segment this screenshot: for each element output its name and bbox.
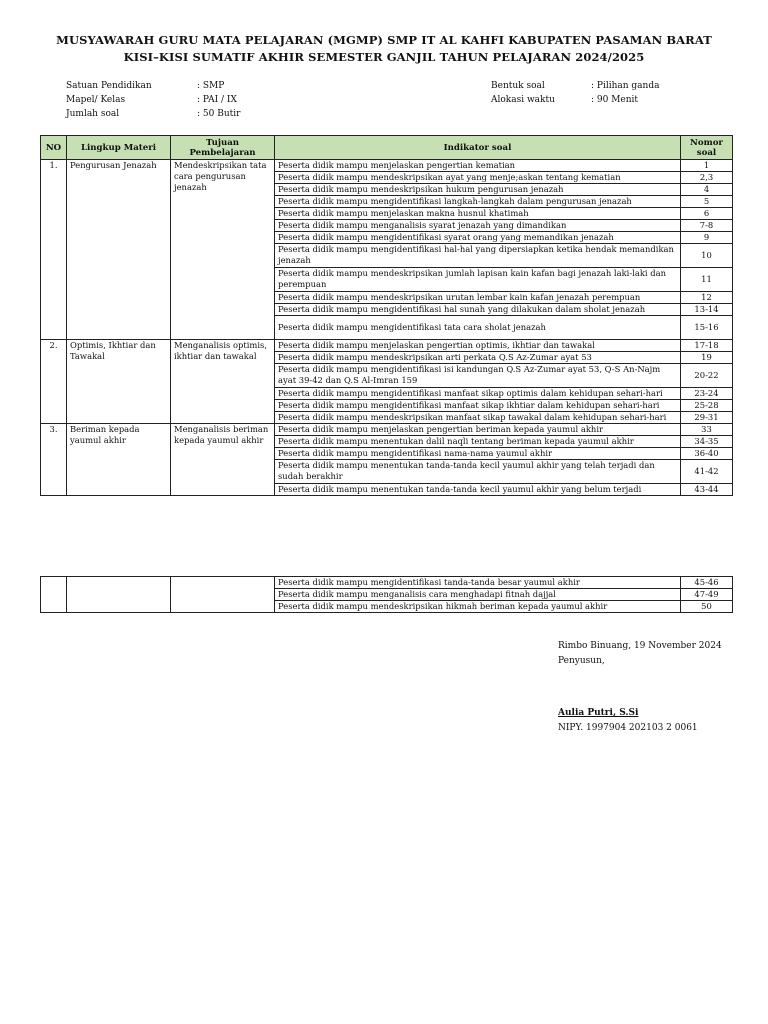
row-indikator: Peserta didik mampu menentukan tanda-tanda kecil yaumul akhir yang belum terjadi xyxy=(275,484,681,496)
row-indikator: Peserta didik mampu menjelaskan makna husnul khatimah xyxy=(275,208,681,220)
row-nomor-soal: 29-31 xyxy=(681,412,733,424)
row-nomor-soal: 2,3 xyxy=(681,172,733,184)
row-nomor-soal: 36-40 xyxy=(681,448,733,460)
kisi-kisi-table xyxy=(40,135,733,496)
row-indikator: Peserta didik mampu mengidentifikasi langkah-langkah dalam pengurusan jenazah xyxy=(275,196,681,208)
row-no: 1. xyxy=(41,160,67,340)
table-body xyxy=(41,160,733,496)
row-nomor-soal: 13-14 xyxy=(681,304,733,316)
row-lingkup-materi: Optimis, Ikhtiar dan Tawakal xyxy=(67,340,171,424)
header-no: NO xyxy=(41,136,67,160)
continuation-table xyxy=(40,576,733,613)
meta-value-alokasi: : 90 Menit xyxy=(591,95,639,105)
row-lingkup-materi: Beriman kepada yaumul akhir xyxy=(67,424,171,496)
document-title: MUSYAWARAH GURU MATA PELAJARAN (MGMP) SMP IT AL KAHFI KABUPATEN PASAMAN BARAT xyxy=(56,33,712,47)
table-header-row xyxy=(41,136,733,160)
row-nomor-soal: 4 xyxy=(681,184,733,196)
header-indikator: Indikator soal xyxy=(275,136,681,160)
row-nomor-soal: 19 xyxy=(681,352,733,364)
row-nomor-soal: 9 xyxy=(681,232,733,244)
row-indikator: Peserta didik mampu menentukan dalil naqli tentang beriman kepada yaumul akhir xyxy=(275,436,681,448)
meta-label-satuan: Satuan Pendidikan xyxy=(66,81,152,91)
meta-value-satuan: : SMP xyxy=(197,81,225,91)
row-lingkup-materi xyxy=(67,577,171,613)
row-indikator: Peserta didik mampu mengidentifikasi isi kandungan Q.S Az-Zumar ayat 53, Q-S An-Najm ayat 39-42 dan Q.S Al-Imran 159 xyxy=(275,364,681,388)
header-lingkup-materi: Lingkup Materi xyxy=(67,136,171,160)
row-lingkup-materi: Pengurusan Jenazah xyxy=(67,160,171,340)
row-indikator: Peserta didik mampu menjelaskan pengertian optimis, ikhtiar dan tawakal xyxy=(275,340,681,352)
table-row xyxy=(41,577,733,589)
row-no: 2. xyxy=(41,340,67,424)
row-indikator: Peserta didik mampu mendeskripsikan manfaat sikap tawakal dalam kehidupan sehari-hari xyxy=(275,412,681,424)
row-indikator: Peserta didik mampu mengidentifikasi hal sunah yang dilakukan dalam sholat jenazah xyxy=(275,304,681,316)
row-indikator: Peserta didik mampu mengidentifikasi manfaat sikap ikhtiar dalam kehidupan sehari-hari xyxy=(275,400,681,412)
row-indikator: Peserta didik mampu mendeskripsikan jumlah lapisan kain kafan bagi jenazah laki-laki dan perempuan xyxy=(275,268,681,292)
meta-value-jumlah: : 50 Butir xyxy=(197,109,241,119)
row-nomor-soal: 34-35 xyxy=(681,436,733,448)
row-nomor-soal: 23-24 xyxy=(681,388,733,400)
row-no: 3. xyxy=(41,424,67,496)
row-nomor-soal: 5 xyxy=(681,196,733,208)
meta-label-mapel: Mapel/ Kelas xyxy=(66,95,126,105)
signature-nip: NIPY. 1997904 202103 2 0061 xyxy=(558,723,698,733)
header-tujuan: Tujuan Pembelajaran xyxy=(171,136,275,160)
row-indikator: Peserta didik mampu mengidentifikasi tanda-tanda besar yaumul akhir xyxy=(275,577,681,589)
row-nomor-soal: 10 xyxy=(681,244,733,268)
meta-value-bentuk: : Pilihan ganda xyxy=(591,81,660,91)
row-tujuan: Menganalisis beriman kepada yaumul akhir xyxy=(171,424,275,496)
row-nomor-soal: 43-44 xyxy=(681,484,733,496)
meta-label-jumlah: Jumlah soal xyxy=(66,109,120,119)
row-indikator: Peserta didik mampu mendeskripsikan arti perkata Q.S Az-Zumar ayat 53 xyxy=(275,352,681,364)
row-indikator: Peserta didik mampu menganalisis syarat jenazah yang dimandikan xyxy=(275,220,681,232)
row-nomor-soal: 41-42 xyxy=(681,460,733,484)
row-nomor-soal: 1 xyxy=(681,160,733,172)
row-indikator: Peserta didik mampu mendeskripsikan hikmah beriman kepada yaumul akhir xyxy=(275,601,681,613)
row-indikator: Peserta didik mampu mengidentifikasi manfaat sikap optimis dalam kehidupan sehari-hari xyxy=(275,388,681,400)
row-indikator: Peserta didik mampu mengidentifikasi syarat orang yang memandikan jenazah xyxy=(275,232,681,244)
row-nomor-soal: 33 xyxy=(681,424,733,436)
row-tujuan xyxy=(171,577,275,613)
row-indikator: Peserta didik mampu mendeskripsikan urutan lembar kain kafan jenazah perempuan xyxy=(275,292,681,304)
row-nomor-soal: 7-8 xyxy=(681,220,733,232)
row-tujuan: Menganalisis optimis, ikhtiar dan tawakal xyxy=(171,340,275,424)
row-indikator: Peserta didik mampu mendeskripsikan hukum pengurusan jenazah xyxy=(275,184,681,196)
row-nomor-soal: 15-16 xyxy=(681,316,733,340)
row-no xyxy=(41,577,67,613)
meta-label-alokasi: Alokasi waktu xyxy=(491,95,555,105)
row-tujuan: Mendeskripsikan tata cara pengurusan jenazah xyxy=(171,160,275,340)
row-nomor-soal: 20-22 xyxy=(681,364,733,388)
header-nomor-soal: Nomor soal xyxy=(681,136,733,160)
meta-value-mapel: : PAI / IX xyxy=(197,95,237,105)
row-nomor-soal: 17-18 xyxy=(681,340,733,352)
table-row xyxy=(41,160,733,172)
table-row xyxy=(41,424,733,436)
row-indikator: Peserta didik mampu menentukan tanda-tanda kecil yaumul akhir yang telah terjadi dan sudah berakhir xyxy=(275,460,681,484)
signature-role: Penyusun, xyxy=(558,656,605,666)
document-subtitle: KISI–KISI SUMATIF AKHIR SEMESTER GANJIL TAHUN PELAJARAN 2024/2025 xyxy=(123,50,645,64)
signature-name: Aulia Putri, S.Si xyxy=(558,708,639,718)
row-nomor-soal: 6 xyxy=(681,208,733,220)
row-indikator: Peserta didik mampu mengidentifikasi hal-hal yang dipersiapkan ketika hendak memandikan jenazah xyxy=(275,244,681,268)
meta-label-bentuk: Bentuk soal xyxy=(491,81,545,91)
continuation-body xyxy=(41,577,733,613)
row-indikator: Peserta didik mampu mendeskripsikan ayat yang menje;askan tentang kematian xyxy=(275,172,681,184)
row-nomor-soal: 25-28 xyxy=(681,400,733,412)
table-row xyxy=(41,340,733,352)
signature-place-date: Rimbo Binuang, 19 November 2024 xyxy=(558,641,722,651)
row-indikator: Peserta didik mampu mengidentifikasi nama-nama yaumul akhir xyxy=(275,448,681,460)
row-nomor-soal: 45-46 xyxy=(681,577,733,589)
row-nomor-soal: 11 xyxy=(681,268,733,292)
row-nomor-soal: 12 xyxy=(681,292,733,304)
row-indikator: Peserta didik mampu menjelaskan pengertian beriman kepada yaumul akhir xyxy=(275,424,681,436)
row-indikator: Peserta didik mampu menjelaskan pengertian kematian xyxy=(275,160,681,172)
row-nomor-soal: 50 xyxy=(681,601,733,613)
row-indikator: Peserta didik mampu mengidentifikasi tata cara sholat jenazah xyxy=(275,316,681,340)
row-indikator: Peserta didik mampu menganalisis cara menghadapi fitnah dajjal xyxy=(275,589,681,601)
row-nomor-soal: 47-49 xyxy=(681,589,733,601)
